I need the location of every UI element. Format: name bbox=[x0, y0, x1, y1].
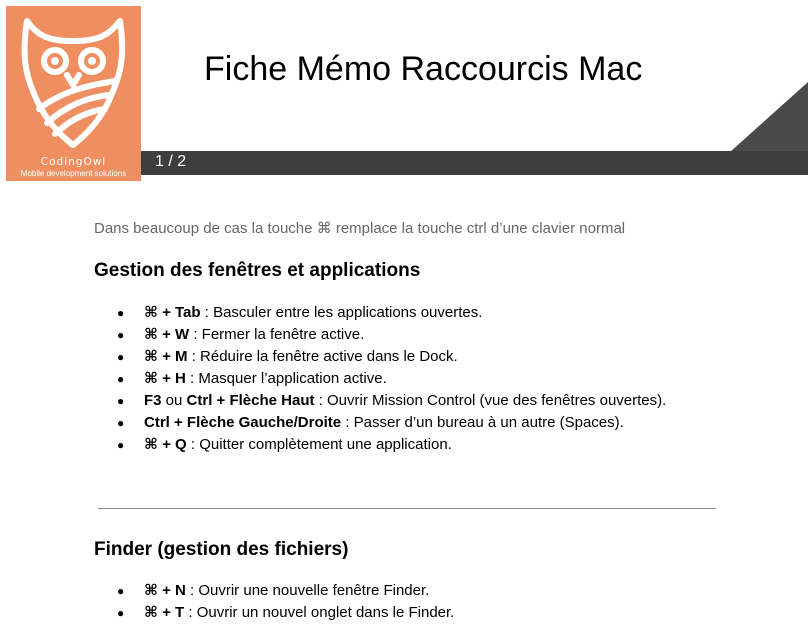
shortcut-desc: : Basculer entre les applications ouvertes. bbox=[200, 304, 483, 321]
shortcut-key: ⌘ + Q bbox=[144, 436, 187, 453]
list-item bbox=[144, 580, 724, 602]
section-title-finder: Finder (gestion des fichiers) bbox=[94, 539, 349, 560]
intro-text: Dans beaucoup de cas la touche ⌘ remplace la touche ctrl d’une clavier normal bbox=[94, 220, 626, 237]
list-item bbox=[144, 346, 724, 368]
corner-decoration bbox=[730, 82, 808, 152]
shortcut-list-windows bbox=[144, 302, 724, 456]
list-item bbox=[144, 412, 724, 434]
list-item bbox=[144, 302, 724, 324]
logo-name: CodingOwl bbox=[40, 156, 107, 168]
shortcut-desc: : Quitter complètement une application. bbox=[186, 436, 452, 453]
page-number: 1 / 2 bbox=[155, 153, 187, 170]
shortcut-desc: : Fermer la fenêtre active. bbox=[189, 326, 365, 343]
shortcut-desc: : Passer d’un bureau à un autre (Spaces). bbox=[341, 414, 624, 431]
logo-tagline: Mobile development solutions bbox=[20, 169, 127, 178]
shortcut-desc: : Ouvrir une nouvelle fenêtre Finder. bbox=[185, 582, 430, 599]
logo bbox=[6, 6, 141, 181]
owl-icon bbox=[17, 13, 130, 151]
list-item bbox=[144, 324, 724, 346]
section-divider bbox=[98, 508, 716, 509]
list-item bbox=[144, 434, 724, 456]
shortcut-key: ⌘ + T bbox=[144, 604, 185, 621]
shortcut-list-finder bbox=[144, 580, 724, 624]
shortcut-key: ⌘ + N bbox=[144, 582, 186, 599]
list-item bbox=[144, 390, 684, 412]
shortcut-key: ⌘ + W bbox=[144, 326, 190, 343]
shortcut-key: ⌘ + M bbox=[144, 348, 188, 365]
shortcut-desc: : Ouvrir un nouvel onglet dans le Finder. bbox=[184, 604, 455, 621]
header-bar bbox=[141, 151, 808, 175]
shortcut-key: ⌘ + H bbox=[144, 370, 186, 387]
page-title: Fiche Mémo Raccourcis Mac bbox=[204, 50, 643, 88]
shortcut-separator: ou bbox=[161, 392, 187, 409]
shortcut-key: ⌘ + Tab bbox=[144, 304, 201, 321]
section-title-windows: Gestion des fenêtres et applications bbox=[94, 260, 421, 281]
shortcut-key: Ctrl + Flèche Gauche/Droite bbox=[144, 414, 342, 431]
list-item bbox=[144, 602, 724, 624]
shortcut-desc: : Réduire la fenêtre active dans le Dock. bbox=[187, 348, 458, 365]
shortcut-key: F3 bbox=[144, 392, 162, 409]
shortcut-key: Ctrl + Flèche Haut bbox=[186, 392, 315, 409]
shortcut-desc: : Masquer l’application active. bbox=[185, 370, 387, 387]
shortcut-desc: : Ouvrir Mission Control (vue des fenêtres ouvertes). bbox=[314, 392, 667, 409]
list-item bbox=[144, 368, 724, 390]
